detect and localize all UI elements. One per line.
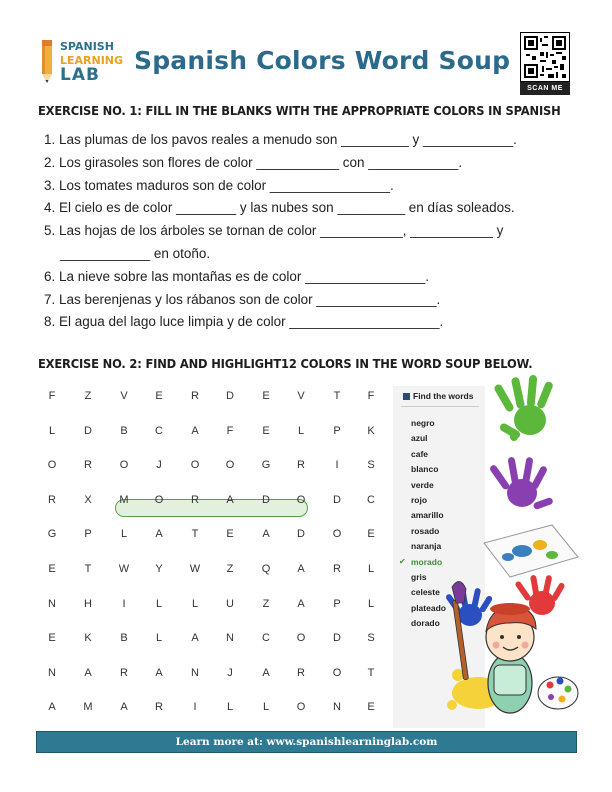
grid-letter[interactable]: A	[84, 666, 92, 679]
grid-letter[interactable]: L	[155, 597, 163, 610]
check-icon: ✔	[399, 556, 406, 566]
grid-letter[interactable]: V	[120, 390, 128, 402]
grid-letter[interactable]: A	[155, 528, 163, 541]
grid-row	[38, 699, 388, 715]
sentence-5-continued: ____________ en otoño.	[60, 245, 211, 261]
grid-row	[38, 492, 388, 508]
sentence-4: 4. El cielo es de color ________ y las nubes son _________ en días soleados.	[44, 200, 515, 216]
grid-letter[interactable]: O	[296, 632, 306, 645]
grid-letter[interactable]: A	[262, 666, 270, 679]
grid-letter[interactable]: D	[297, 528, 305, 541]
word-list-item: amarillo	[411, 510, 444, 521]
grid-letter[interactable]: O	[190, 459, 200, 472]
grid-letter[interactable]: A	[120, 701, 128, 714]
grid-row	[38, 388, 388, 404]
grid-letter[interactable]: D	[333, 632, 341, 645]
purple-handprint	[489, 457, 554, 511]
grid-letter[interactable]: R	[297, 459, 305, 472]
grid-letter[interactable]: L	[297, 424, 305, 437]
grid-letter[interactable]: E	[48, 632, 56, 645]
grid-row	[38, 561, 388, 577]
word-list-item: verde	[411, 479, 434, 490]
qr-code-icon	[524, 36, 566, 78]
grid-row	[38, 630, 388, 646]
grid-letter[interactable]: D	[333, 493, 341, 506]
word-list-item: gris	[411, 572, 427, 582]
blue-handprint	[445, 588, 494, 626]
grid-letter[interactable]: L	[367, 597, 375, 610]
grid-row	[38, 423, 388, 439]
grid-letter[interactable]: J	[227, 666, 233, 679]
grid-letter[interactable]: A	[297, 563, 305, 575]
sentence-5: 5. Las hojas de los árboles se tornan de color ___________, ___________ y	[44, 223, 504, 239]
grid-letter[interactable]: R	[155, 701, 163, 714]
grid-letter[interactable]: E	[226, 528, 234, 541]
qr-caption: SCAN ME	[520, 82, 570, 95]
grid-letter[interactable]: Z	[84, 390, 92, 402]
sentence-8: 8. El agua del lago luce limpia y de color ____________________.	[44, 314, 444, 330]
grid-letter[interactable]: E	[48, 563, 56, 575]
grid-letter[interactable]: X	[84, 493, 92, 506]
sentence-1: 1. Las plumas de los pavos reales a menudo son _________ y ____________.	[44, 132, 517, 147]
grid-letter[interactable]: D	[226, 390, 234, 402]
grid-letter[interactable]: E	[262, 424, 270, 437]
word-list-item: morado	[411, 556, 443, 567]
word-list-item: rojo	[411, 495, 428, 505]
grid-letter[interactable]: E	[262, 390, 270, 402]
grid-letter[interactable]: L	[155, 632, 163, 645]
logo-text-lab: LAB	[60, 65, 100, 85]
qr-code[interactable]	[520, 32, 570, 82]
grid-letter[interactable]: C	[155, 424, 163, 437]
grid-letter[interactable]: S	[367, 632, 375, 645]
grid-letter[interactable]: T	[191, 528, 199, 541]
grid-letter[interactable]: K	[367, 424, 375, 437]
grid-letter[interactable]: Z	[262, 597, 270, 610]
grid-letter[interactable]: T	[84, 563, 92, 575]
grid-letter[interactable]: O	[154, 493, 164, 506]
grid-letter[interactable]: R	[120, 666, 128, 679]
grid-letter[interactable]: T	[333, 390, 341, 402]
grid-letter[interactable]: O	[119, 459, 129, 472]
grid-letter[interactable]: P	[84, 528, 92, 541]
grid-letter[interactable]: W	[118, 563, 130, 575]
word-list-item: plateado	[411, 602, 446, 613]
word-list-item: cafe	[411, 448, 429, 459]
grid-letter[interactable]: N	[48, 597, 56, 610]
grid-row	[38, 526, 388, 542]
word-list-item: rosado	[411, 525, 440, 536]
grid-letter[interactable]: D	[262, 493, 270, 506]
grid-letter[interactable]: R	[191, 493, 199, 506]
brand-logo	[38, 38, 134, 84]
word-list-item: negro	[411, 418, 435, 428]
grid-letter[interactable]: Y	[155, 563, 163, 575]
grid-letter[interactable]: V	[297, 390, 305, 402]
page-title: Spanish Colors Word Soup	[134, 46, 511, 75]
painted-paper	[484, 525, 578, 577]
grid-letter[interactable]: I	[193, 701, 197, 714]
grid-letter[interactable]: L	[262, 701, 270, 714]
grid-letter[interactable]: C	[367, 493, 375, 506]
word-list-item: dorado	[411, 618, 440, 629]
grid-row	[38, 457, 388, 473]
grid-letter[interactable]: G	[261, 459, 271, 472]
grid-row	[38, 665, 388, 681]
grid-letter[interactable]: F	[226, 424, 234, 437]
grid-letter[interactable]: B	[120, 632, 128, 645]
word-list-item: blanco	[411, 464, 439, 475]
grid-letter[interactable]: R	[48, 493, 56, 506]
grid-letter[interactable]: Q	[261, 563, 271, 575]
grid-letter[interactable]: C	[262, 632, 270, 645]
grid-letter[interactable]: L	[226, 701, 234, 714]
sentence-6: 6. La nieve sobre las montañas es de color ________________.	[44, 268, 430, 284]
grid-letter[interactable]: A	[191, 424, 199, 437]
grid-letter[interactable]: A	[48, 701, 56, 714]
exercise-1-heading: EXERCISE NO. 1: FILL IN THE BLANKS WITH THE APPROPRIATE COLORS IN SPANISH	[38, 103, 561, 118]
grid-letter[interactable]: N	[226, 632, 234, 645]
book-icon	[403, 393, 410, 400]
sentence-2: 2. Los girasoles son flores de color ___________ con ____________.	[44, 154, 463, 170]
grid-letter[interactable]: U	[226, 597, 234, 610]
child-painter-illustration	[440, 375, 590, 730]
grid-letter[interactable]: T	[367, 666, 375, 679]
exercise-2-heading: EXERCISE NO. 2: FIND AND HIGHLIGHT12 COLORS IN THE WORD SOUP BELOW.	[38, 356, 533, 371]
grid-letter[interactable]: O	[47, 459, 57, 472]
grid-letter[interactable]: R	[297, 666, 305, 679]
grid-letter[interactable]: I	[335, 459, 339, 472]
logo-text-learning: LEARNING	[60, 54, 124, 67]
grid-letter[interactable]: O	[225, 459, 235, 472]
grid-letter[interactable]: A	[262, 528, 270, 541]
grid-letter[interactable]: O	[296, 493, 306, 506]
green-handprint	[493, 375, 554, 441]
grid-letter[interactable]: A	[191, 632, 199, 645]
footer-banner[interactable]	[36, 731, 577, 753]
grid-letter[interactable]: A	[226, 493, 234, 506]
grid-letter[interactable]: L	[48, 424, 56, 437]
grid-letter[interactable]: M	[83, 701, 93, 714]
grid-letter[interactable]: S	[367, 459, 375, 472]
grid-letter[interactable]: O	[332, 528, 342, 541]
sentence-7: 7. Las berenjenas y los rábanos son de color ________________.	[44, 291, 441, 307]
grid-letter[interactable]: P	[333, 597, 341, 610]
grid-letter[interactable]: E	[367, 528, 375, 541]
grid-letter[interactable]: F	[48, 390, 56, 402]
grid-letter[interactable]: M	[119, 493, 129, 506]
grid-letter[interactable]: O	[296, 701, 306, 714]
grid-letter[interactable]: G	[47, 528, 57, 541]
footer-link-text[interactable]: Learn more at: www.spanishlearninglab.com	[175, 736, 438, 748]
word-list-item: celeste	[411, 587, 440, 598]
word-list-title-text: Find the words	[413, 391, 474, 401]
grid-letter[interactable]: P	[333, 424, 341, 437]
logo-text-spanish: SPANISH	[60, 40, 114, 53]
grid-letter[interactable]: D	[84, 424, 92, 437]
grid-letter[interactable]: N	[333, 701, 341, 714]
grid-letter[interactable]: A	[297, 597, 305, 610]
grid-letter[interactable]: L	[120, 528, 128, 541]
grid-letter[interactable]: N	[48, 666, 56, 679]
grid-letter[interactable]: R	[191, 390, 199, 402]
sentence-3: 3. Los tomates maduros son de color ________________.	[44, 177, 394, 193]
grid-letter[interactable]: O	[332, 666, 342, 679]
grid-letter[interactable]: L	[367, 563, 375, 575]
grid-letter[interactable]: Z	[226, 563, 234, 575]
pencil-icon	[38, 40, 56, 84]
grid-letter[interactable]: R	[84, 459, 92, 472]
grid-letter[interactable]: I	[122, 597, 126, 610]
grid-letter[interactable]: F	[367, 390, 375, 402]
grid-letter[interactable]: K	[84, 632, 92, 645]
grid-letter[interactable]: N	[191, 666, 199, 679]
grid-row	[38, 596, 388, 612]
grid-letter[interactable]: B	[120, 424, 128, 437]
grid-letter[interactable]: A	[155, 666, 163, 679]
grid-letter[interactable]: E	[155, 390, 163, 402]
word-soup-grid[interactable]	[38, 388, 388, 728]
word-list-item: azul	[411, 433, 428, 444]
grid-letter[interactable]: J	[156, 459, 162, 472]
grid-letter[interactable]: H	[84, 597, 92, 610]
exercise-1-list	[44, 129, 584, 334]
word-list-item: naranja	[411, 541, 442, 552]
grid-letter[interactable]: R	[333, 563, 341, 575]
grid-letter[interactable]: L	[191, 597, 199, 610]
grid-letter[interactable]: W	[189, 563, 201, 575]
grid-letter[interactable]: E	[367, 701, 375, 714]
